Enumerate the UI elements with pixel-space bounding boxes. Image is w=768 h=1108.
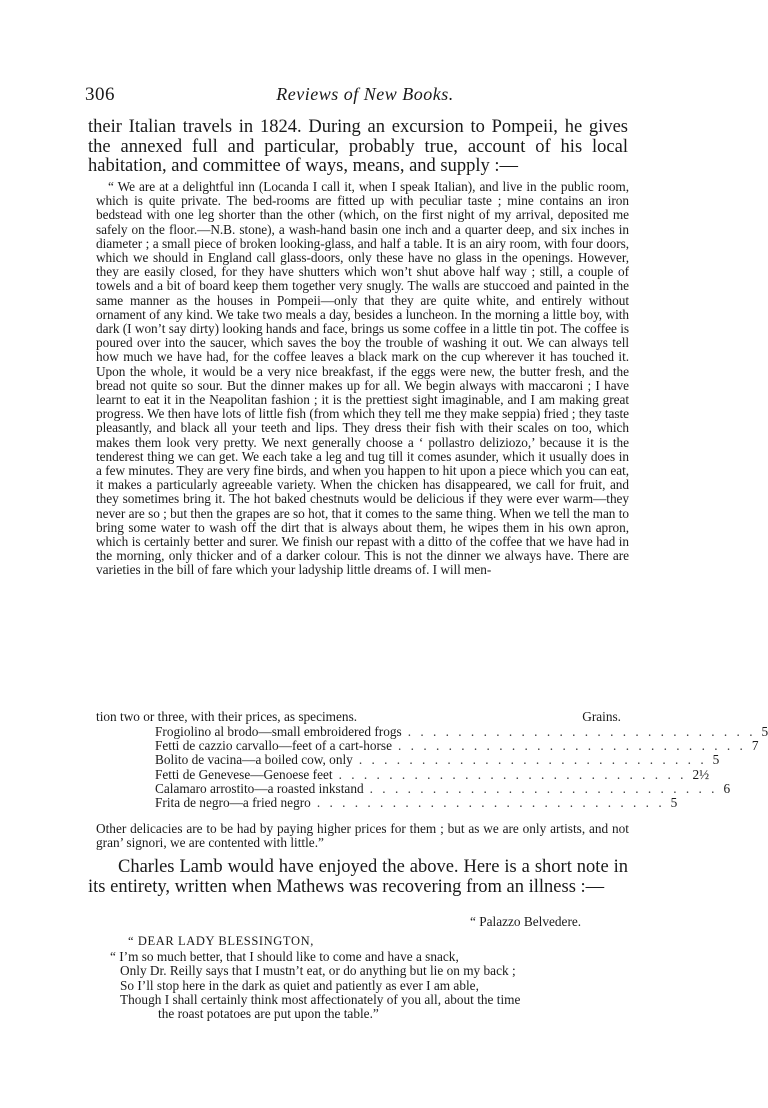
menu-row	[155, 738, 759, 754]
running-head	[85, 84, 645, 106]
leader-dots: . . . . . . . . . . . . . . . . . . . . . . . . . . . .	[407, 724, 756, 739]
menu-price: 6	[723, 780, 731, 796]
leader-dots: . . . . . . . . . . . . . . . . . . . . . . . . . . . .	[338, 766, 687, 782]
note-line: “ I’m so much better, that I should like to come and have a snack,	[110, 949, 459, 964]
menu-dish: Fetti de Genevese—Genoese feet	[155, 766, 333, 782]
menu-header	[96, 710, 629, 724]
note-line: Only Dr. Reilly says that I mustn’t eat, or do anything but lie on my back ;	[120, 963, 516, 979]
menu-row	[155, 794, 678, 810]
menu-price: 5	[670, 794, 678, 810]
menu-unit-label: Grains.	[582, 709, 621, 724]
menu-dish: Bolito de vacina—a boiled cow, only	[155, 752, 353, 768]
lamb-paragraph: Charles Lamb would have enjoyed the above. Here is a short note in its entirety, written when Mathews was recovering from an illness :—	[88, 857, 628, 897]
menu-row	[155, 752, 720, 768]
menu-row	[155, 724, 768, 739]
page-number: 306	[85, 84, 115, 105]
menu-price: 2½	[692, 766, 710, 782]
letter-closing: Other delicacies are to be had by paying higher prices for them ; but as we are only artists, and not gran’ signori, we are contented with little.”	[96, 821, 629, 851]
menu-dish: Fetti de cazzio carvallo—feet of a cart-horse	[155, 738, 393, 754]
note-place: “ Palazzo Belvedere.	[470, 914, 582, 929]
menu-dish: Frogiolino al brodo—small embroidered frogs	[155, 724, 402, 739]
note-line: So I’ll stop here in the dark as quiet and patiently as ever I am able,	[120, 977, 479, 993]
note-line: Though I shall certainly think most affectionately of you all, about the time	[120, 991, 521, 1007]
leader-dots: . . . . . . . . . . . . . . . . . . . . . . . . . . . .	[316, 794, 665, 810]
note-line: the roast potatoes are put upon the table.”	[158, 1006, 379, 1022]
note-salutation: “ DEAR LADY BLESSINGTON,	[128, 934, 314, 948]
menu-dish: Frita de negro—a fried negro	[155, 794, 311, 810]
intro-paragraph: their Italian travels in 1824. During an excursion to Pompeii, he gives the annexed full and particular, probably true, account of his local habitation, and committee of ways, means, and supply :—	[88, 117, 628, 176]
menu-lead-text: tion two or three, with their prices, as specimens.	[96, 709, 358, 724]
verse-note	[110, 950, 630, 1021]
leader-dots: . . . . . . . . . . . . . . . . . . . . . . . . . . . .	[369, 780, 718, 796]
quoted-letter: “ We are at a delightful inn (Locanda I call it, when I speak Italian), and live in the public room, which is quite private. The bed-rooms are fitted up with peculiar taste ; mine contains an iron bedstead with one leg shorter than the other (which, on the first night of my arrival, deposited me safely on the floor.—N.B. stone), a wash-hand basin one inch and a quarter deep, and six inches in diameter ; a small piece of broken looking-glass, and half a table. It is an airy room, with four doors, which we should in England call glass-doors, only these have no glass in the openings. However, they are easily closed, for they have shutters which won’t shut above half way ; still, a couple of towels and a bit of board keep them together very snugly. The walls are stuccoed and painted in the same manner as the houses in Pompeii—only that they are quite white, and entirely without ornament of any kind. We take two meals a day, besides a luncheon. In the morning a little boy, with dark (I won’t say dirty) looking hands and face, brings us some coffee in a little tin pot. The coffee is poured over into the saucer, which saves the boy the trouble of washing it out. We can always tell how much we have had, for the coffee leaves a black mark on the cup wherever it has touched it. Upon the whole, it would be a very nice breakfast, if the eggs were new, the butter fresh, and the bread not quite so sour. But the dinner makes up for all. We begin always with maccaroni ; I have learnt to eat it in the Neapolitan fashion ; it is the prettiest sight imaginable, and I am making great progress. We then have lots of little fish (from which they tell me they make seppia) fried ; they taste pleasantly, and black all your teeth and lips. They dress their fish with their scales on too, which makes them look very pretty. We next generally choose a ‘ pollastro deliziozo,’ because it is the tenderest thing we can get. We each take a leg and tug till it comes asunder, which it usually does in a few minutes. They are very fine birds, and when you happen to hit upon a piece which you can eat, it makes a particularly agreeable variety. When the chicken has disappeared, we call for fruit, and they sometimes bring it. The hot baked chestnuts would be delicious if they were ever warm—they never are so ; but then the grapes are so hot, that it comes to the same thing. When we tell the man to bring some water to wash off the dirt that is always about them, he wipes them in his own apron, which is certainly better and surer. We finish our repast with a ditto of the coffee that we have had in the morning, only thicker and of a darker colour. This is not the dinner we always have. There are varieties in the bill of fare which your ladyship little dreams of. I will men-	[96, 179, 629, 578]
menu-row	[155, 780, 731, 796]
running-title: Reviews of New Books.	[276, 84, 454, 104]
menu-dish: Calamaro arrostito—a roasted inkstand	[155, 780, 364, 796]
bill-of-fare	[155, 724, 768, 810]
menu-price: 7	[751, 738, 759, 754]
leader-dots: . . . . . . . . . . . . . . . . . . . . . . . . . . . .	[358, 752, 707, 768]
menu-price: 5	[712, 752, 720, 768]
menu-price: 5	[761, 724, 768, 739]
menu-row	[155, 766, 710, 782]
leader-dots: . . . . . . . . . . . . . . . . . . . . . . . . . . . .	[398, 738, 746, 754]
